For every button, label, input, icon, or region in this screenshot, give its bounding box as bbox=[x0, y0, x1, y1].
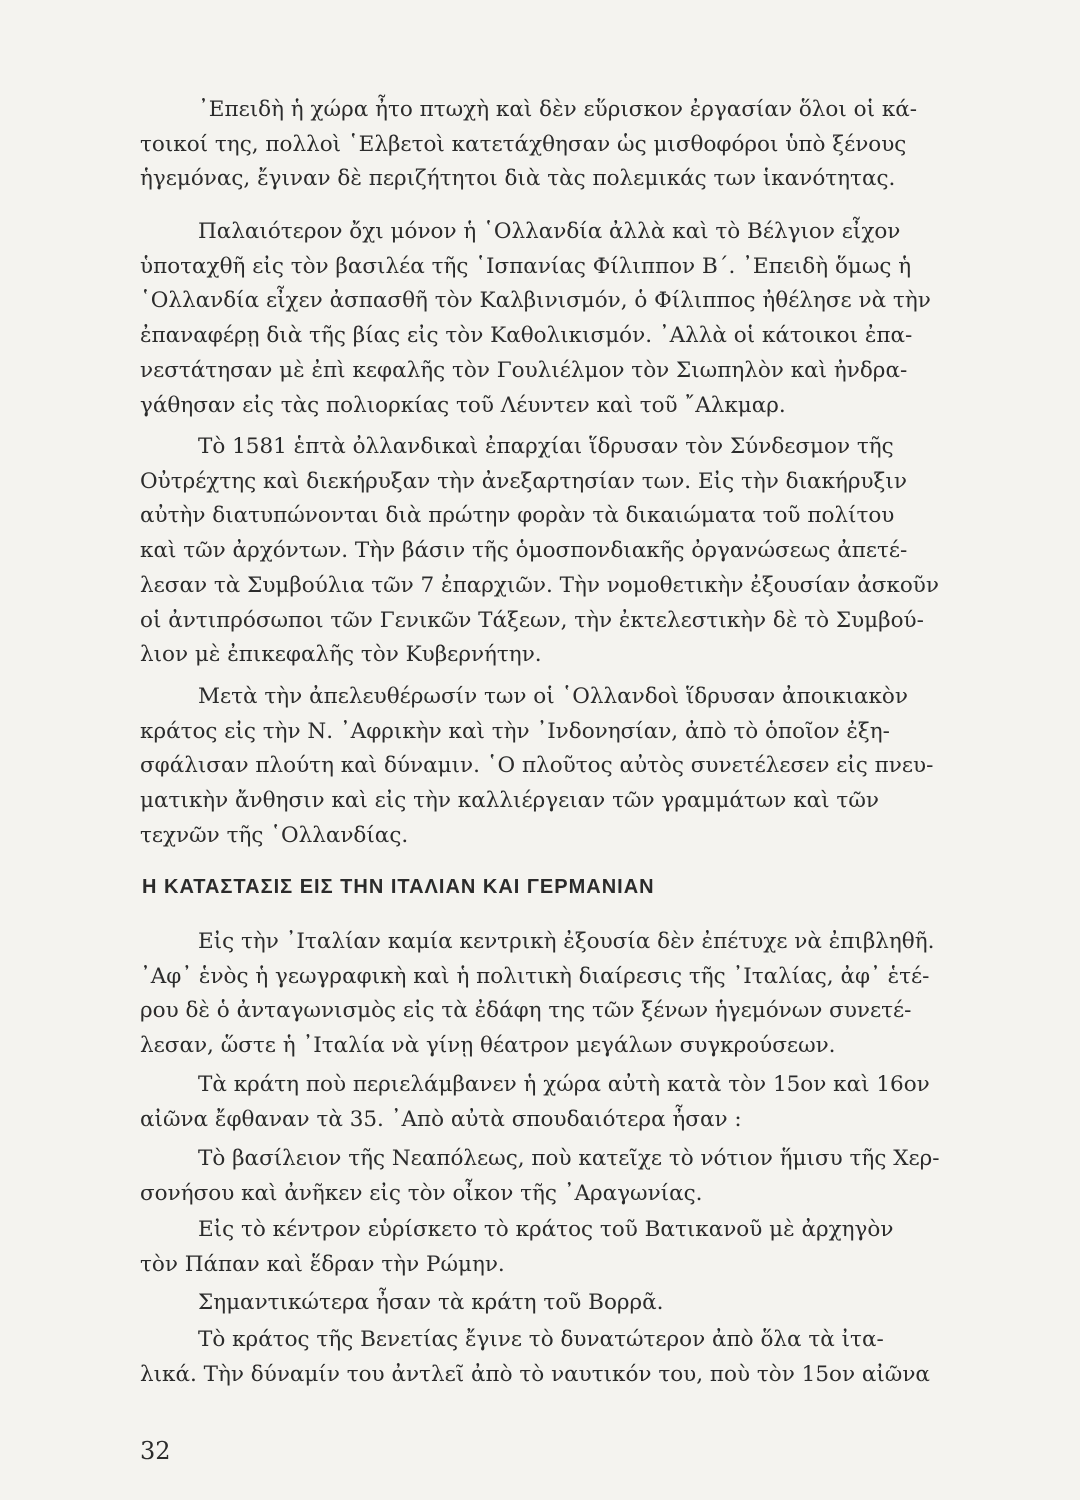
paragraph-italy-division bbox=[140, 925, 1008, 1064]
paragraph-naples bbox=[140, 1142, 1008, 1211]
text-line: τοικοί της, πολλοὶ ῾Ελβετοὶ κατετάχθησαν ὡς μισθοφόροι ὑπὸ ξένους bbox=[140, 131, 907, 157]
text-line: λεσαν τὰ Συμβούλια τῶν 7 ἐπαρχιῶν. Τὴν νομοθετικὴν ἐξουσίαν ἀσκοῦν bbox=[140, 572, 939, 598]
text-line: Σημαντικώτερα ἦσαν τὰ κράτη τοῦ Βορρᾶ. bbox=[198, 1290, 664, 1315]
page-number: 32 bbox=[140, 1437, 171, 1465]
text-line: Εἰς τὴν ᾿Ιταλίαν καμία κεντρικὴ ἐξουσία δὲν ἐπέτυχε νὰ ἐπιβληθῆ. bbox=[198, 929, 935, 954]
text-line: Μετὰ τὴν ἀπελευθέρωσίν των οἱ ῾Ολλανδοὶ ἵδρυσαν ἀποικιακὸν bbox=[198, 684, 908, 709]
text-line: ματικὴν ἄνθησιν καὶ εἰς τὴν καλλιέργειαν τῶν γραμμάτων καὶ τῶν bbox=[140, 788, 879, 814]
text-line: τεχνῶν τῆς ῾Ολλανδίας. bbox=[140, 822, 409, 848]
paragraph-dutch-colonies bbox=[140, 680, 1008, 854]
text-line: σονήσου καὶ ἀνῆκεν εἰς τὸν οἶκον τῆς ᾿Αραγωνίας. bbox=[140, 1180, 703, 1206]
paragraph-vatican bbox=[140, 1213, 1008, 1282]
text-line: νεστάτησαν μὲ ἐπὶ κεφαλῆς τὸν Γουλιέλμον τὸν Σιωπηλὸν καὶ ἠνδρα- bbox=[140, 357, 908, 383]
paragraph-northern-states bbox=[140, 1286, 1008, 1321]
text-line: ῾Ολλανδία εἶχεν ἀσπασθῆ τὸν Καλβινισμόν, ὁ Φίλιππος ἠθέλησε νὰ τὴν bbox=[140, 288, 931, 314]
text-line: γάθησαν εἰς τὰς πολιορκίας τοῦ Λέυντεν καὶ τοῦ ῎Αλκμαρ. bbox=[140, 392, 786, 418]
text-line: οἱ ἀντιπρόσωποι τῶν Γενικῶν Τάξεων, τὴν ἐκτελεστικὴν δὲ τὸ Συμβού- bbox=[140, 607, 924, 633]
text-line: Τὸ κράτος τῆς Βενετίας ἔγινε τὸ δυνατώτερον ἀπὸ ὅλα τὰ ἰτα- bbox=[198, 1327, 884, 1352]
text-line: Οὐτρέχτης καὶ διεκήρυξαν τὴν ἀνεξαρτησίαν των. Εἰς τὴν διακήρυξιν bbox=[140, 468, 907, 494]
section-heading: Η ΚΑΤΑΣΤΑΣΙΣ ΕΙΣ ΤΗΝ ΙΤΑΛΙΑΝ ΚΑΙ ΓΕΡΜΑΝΙΑΝ bbox=[142, 876, 655, 898]
text-line: ὑποταχθῆ εἰς τὸν βασιλέα τῆς ῾Ισπανίας Φίλιππον Β΄. ᾿Επειδὴ ὅμως ἡ bbox=[140, 253, 912, 279]
text-line: Τὰ κράτη ποὺ περιελάμβανεν ἡ χώρα αὐτὴ κατὰ τὸν 15ον καὶ 16ον bbox=[198, 1072, 930, 1097]
text-line: Εἰς τὸ κέντρον εὑρίσκετο τὸ κράτος τοῦ Βατικανοῦ μὲ ἀρχηγὸν bbox=[198, 1217, 894, 1242]
paragraph-italian-states bbox=[140, 1068, 1008, 1137]
text-line: ἐπαναφέρῃ διὰ τῆς βίας εἰς τὸν Καθολικισμόν. ᾿Αλλὰ οἱ κάτοικοι ἐπα- bbox=[140, 323, 913, 349]
text-line: ρου δὲ ὁ ἀνταγωνισμὸς εἰς τὰ ἐδάφη της τῶν ξένων ἡγεμόνων συνετέ- bbox=[140, 998, 912, 1024]
text-line: ᾿Αφ᾿ ἑνὸς ἡ γεωγραφικὴ καὶ ἡ πολιτικὴ διαίρεσις τῆς ᾿Ιταλίας, ἀφ᾿ ἑτέ- bbox=[140, 963, 930, 989]
text-line: κράτος εἰς τὴν Ν. ᾿Αφρικὴν καὶ τὴν ᾿Ινδονησίαν, ἀπὸ τὸ ὁποῖον ἐξη- bbox=[140, 718, 890, 744]
text-line: λιον μὲ ἐπικεφαλῆς τὸν Κυβερνήτην. bbox=[140, 642, 542, 668]
text-line: ᾿Επειδὴ ἡ χώρα ἦτο πτωχὴ καὶ δὲν εὕρισκον ἐργασίαν ὅλοι οἱ κά- bbox=[198, 97, 918, 122]
text-line: ἡγεμόνας, ἔγιναν δὲ περιζήτητοι διὰ τὰς πολεμικάς των ἱκανότητας. bbox=[140, 166, 896, 192]
text-line: λεσαν, ὥστε ἡ ᾿Ιταλία νὰ γίνῃ θέατρον μεγάλων συγκρούσεων. bbox=[140, 1033, 836, 1059]
text-line: Τὸ βασίλειον τῆς Νεαπόλεως, ποὺ κατεῖχε τὸ νότιον ἥμισυ τῆς Χερ- bbox=[198, 1146, 940, 1171]
text-line: σφάλισαν πλούτη καὶ δύναμιν. ῾Ο πλοῦτος αὐτὸς συνετέλεσεν εἰς πνευ- bbox=[140, 753, 934, 779]
text-line: λικά. Τὴν δύναμίν του ἀντλεῖ ἀπὸ τὸ ναυτικόν του, ποὺ τὸν 15ον αἰῶνα bbox=[140, 1361, 930, 1387]
paragraph-union-of-utrecht bbox=[140, 430, 1008, 673]
text-line: τὸν Πάπαν καὶ ἕδραν τὴν Ρώμην. bbox=[140, 1251, 505, 1277]
text-line: Τὸ 1581 ἑπτὰ ὀλλανδικαὶ ἐπαρχίαι ἵδρυσαν τὸν Σύνδεσμον τῆς bbox=[198, 434, 894, 459]
text-line: καὶ τῶν ἀρχόντων. Τὴν βάσιν τῆς ὁμοσπονδιακῆς ὀργανώσεως ἀπετέ- bbox=[140, 538, 908, 564]
text-line: αὐτὴν διατυπώνονται διὰ πρώτην φορὰν τὰ δικαιώματα τοῦ πολίτου bbox=[140, 503, 895, 529]
paragraph-venice bbox=[140, 1323, 1008, 1392]
paragraph-netherlands-spain bbox=[140, 215, 1008, 423]
text-line: Παλαιότερον ὄχι μόνον ἡ ῾Ολλανδία ἀλλὰ καὶ τὸ Βέλγιον εἶχον bbox=[198, 219, 901, 244]
paragraph-swiss-mercenaries bbox=[140, 93, 1008, 197]
text-line: αἰῶνα ἔφθαναν τὰ 35. ᾿Απὸ αὐτὰ σπουδαιότερα ἦσαν : bbox=[140, 1106, 742, 1132]
